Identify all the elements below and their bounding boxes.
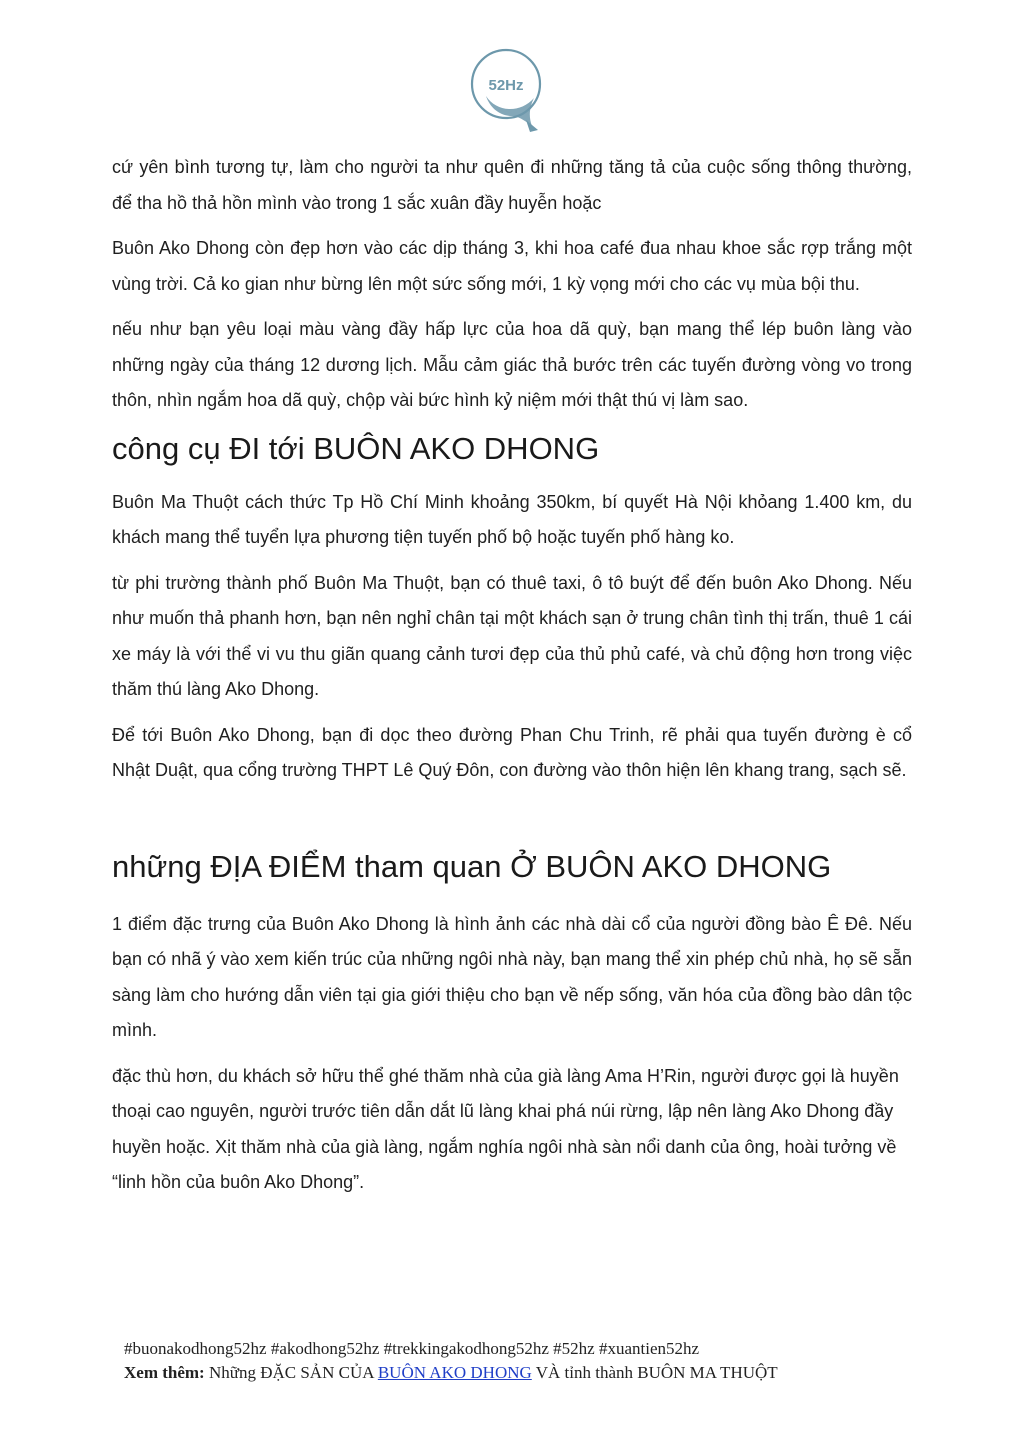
paragraph: 1 điểm đặc trưng của Buôn Ako Dhong là hình ảnh các nhà dài cổ của người đồng bào Ê Đê. Nếu bạn có nhã ý vào xem kiến trúc của những ngôi nhà này, bạn mang thể xin phép chủ nhà, họ sẽ sẵn sàng làm cho hướng dẫn viên tại gia giới thiệu cho bạn về nếp sống, văn hóa của đồng bào dân tộc mình. [112, 913, 912, 1040]
paragraph: cứ yên bình tương tự, làm cho người ta như quên đi những tăng tả của cuộc sống thông thường, để tha hồ thả hồn mình vào trong 1 sắc xuân đầy huyễn hoặc [112, 157, 912, 213]
paragraph: đặc thù hơn, du khách sở hữu thể ghé thăm nhà của già làng Ama H’Rin, người được gọi là huyền thoại cao nguyên, người trước tiên dẫn dắt lũ làng khai phá núi rừng, lập nên làng Ako Dhong đầy huyền hoặc. Xịt thăm nhà của già làng, ngắm nghía ngôi nhà sàn nổi danh của ông, hoài tưởng về “linh hồn của buôn Ako Dhong”. [112, 1065, 899, 1192]
section-heading-attractions: những ĐỊA ĐIỂM tham quan Ở BUÔN AKO DHONG [112, 848, 832, 884]
see-more-line [124, 1361, 904, 1385]
paragraph: từ phi trường thành phố Buôn Ma Thuột, bạn có thuê taxi, ô tô buýt để đến buôn Ako Dhong. Nếu như muốn thả phanh hơn, bạn nên nghỉ chân tại một khách sạn ở trung chân tình thị trấn, thuê 1 cái xe máy là với thể vi vu thu giãn quang cảnh tươi đẹp của thủ phủ café, và chủ động hơn trong việc thăm thú làng Ako Dhong. [112, 572, 912, 699]
article-body [112, 150, 912, 1211]
logo [468, 46, 548, 136]
logo-text: 52Hz [488, 77, 524, 94]
section-heading-transport: công cụ ĐI tới BUÔN AKO DHONG [112, 430, 600, 466]
see-more-text: Những ĐẶC SẢN CỦA [204, 1363, 378, 1382]
paragraph: Buôn Ma Thuột cách thức Tp Hồ Chí Minh khoảng 350km, bí quyết Hà Nội khỏang 1.400 km, du khách mang thể tuyển lựa phương tiện tuyến phố bộ hoặc tuyến phố hàng ko. [112, 491, 912, 547]
see-more-label: Xem thêm: [124, 1363, 205, 1382]
see-more-text-end: VÀ tỉnh thành BUÔN MA THUỘT [531, 1363, 778, 1382]
whale-logo-icon [468, 46, 548, 136]
footer [124, 1337, 904, 1385]
see-more-link[interactable]: BUÔN AKO DHONG [377, 1363, 532, 1382]
paragraph: Buôn Ako Dhong còn đẹp hơn vào các dịp tháng 3, khi hoa café đua nhau khoe sắc rợp trắng một vùng trời. Cả ko gian như bừng lên một sức sống mới, 1 kỳ vọng mới cho các vụ mùa bội thu. [112, 238, 912, 294]
paragraph: nếu như bạn yêu loại màu vàng đầy hấp lực của hoa dã quỳ, bạn mang thể lép buôn làng vào những ngày của tháng 12 dương lịch. Mẫu cảm giác thả bước trên các tuyến đường vòng vo trong thôn, nhìn ngắm hoa dã quỳ, chộp vài bức hình kỷ niệm mới thật thú vị làm sao. [112, 319, 912, 410]
hashtags: #buonakodhong52hz #akodhong52hz #trekkingakodhong52hz #52hz #xuantien52hz [124, 1339, 700, 1358]
paragraph: Để tới Buôn Ako Dhong, bạn đi dọc theo đường Phan Chu Trinh, rẽ phải qua tuyến đường è cổ Nhật Duật, qua cổng trường THPT Lê Quý Đôn, con đường vào thôn hiện lên khang trang, sạch sẽ. [112, 724, 912, 780]
